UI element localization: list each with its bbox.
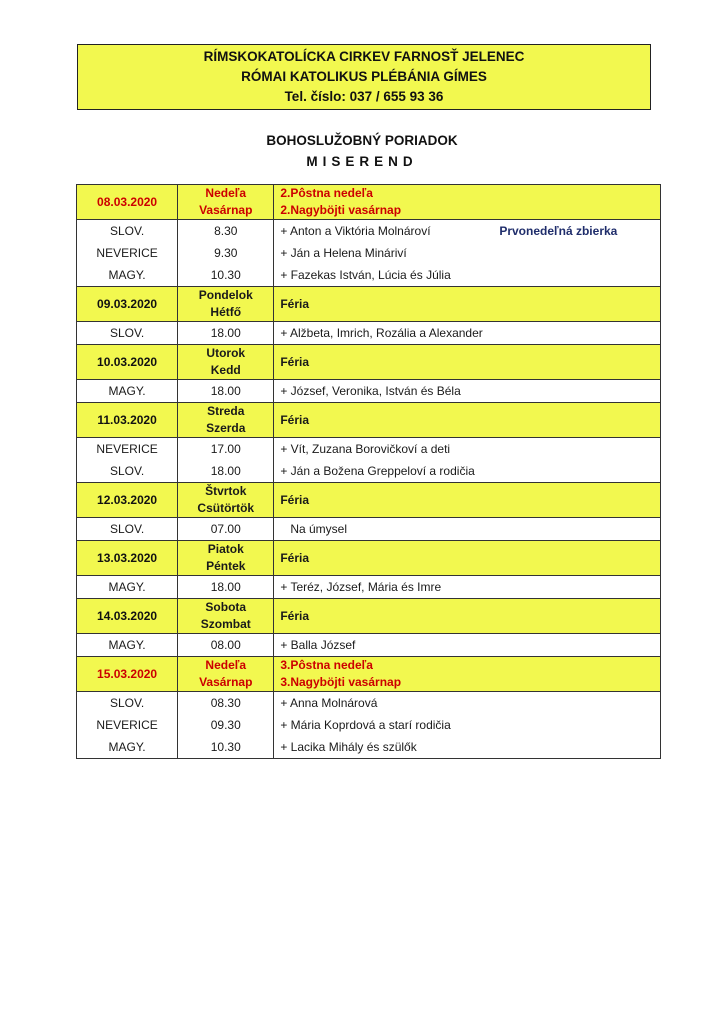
mass-languages [77, 634, 178, 657]
mass-intention-line [280, 634, 660, 656]
day-name-hu: Vasárnap [199, 203, 253, 217]
day-name-sk: Sobota [205, 600, 247, 614]
mass-intentions [274, 438, 661, 483]
day-date: 10.03.2020 [77, 345, 178, 380]
day-header-row [77, 483, 661, 518]
day-name [178, 287, 274, 322]
mass-time: 8.30 [214, 224, 238, 238]
day-name [178, 483, 274, 518]
mass-list-row [77, 380, 661, 403]
day-date: 08.03.2020 [77, 185, 178, 220]
day-date: 09.03.2020 [77, 287, 178, 322]
mass-intention-line [280, 576, 660, 598]
mass-intention-line [280, 460, 660, 482]
day-name-sk: Štvrtok [205, 484, 247, 498]
mass-language: SLOV. [109, 224, 145, 238]
mass-list-row [77, 220, 661, 287]
mass-list-row [77, 692, 661, 759]
day-description-hu: 2.Nagyböjti vasárnap [280, 203, 402, 217]
schedule-title-sk: BOHOSLUŽOBNÝ PORIADOK [266, 133, 458, 148]
mass-language: MAGY. [108, 740, 146, 754]
mass-times [178, 634, 274, 657]
mass-intention-line [280, 264, 660, 286]
parish-name-sk: RÍMSKOKATOLÍCKA CIRKEV FARNOSŤ JELENEC [203, 49, 525, 64]
mass-language: MAGY. [108, 580, 146, 594]
day-header-row [77, 599, 661, 634]
day-name [178, 185, 274, 220]
day-date: 12.03.2020 [77, 483, 178, 518]
mass-intention: + Teréz, József, Mária és Imre [280, 580, 442, 594]
mass-languages [77, 576, 178, 599]
mass-intention: + Ján a Helena Mináriví [280, 246, 407, 260]
mass-times [178, 518, 274, 541]
mass-intention-line [280, 736, 660, 758]
mass-list-row [77, 438, 661, 483]
mass-intention-line [280, 438, 660, 460]
day-header-row [77, 541, 661, 576]
mass-language: NEVERICE [96, 718, 158, 732]
day-description [274, 345, 661, 380]
day-name-hu: Hétfő [210, 305, 242, 319]
day-name [178, 403, 274, 438]
mass-list-row [77, 634, 661, 657]
day-name-hu: Csütörtök [197, 501, 255, 515]
day-name-sk: Nedeľa [205, 658, 247, 672]
mass-intentions [274, 380, 661, 403]
mass-intention-line [280, 518, 660, 540]
day-description-sk: 3.Pôstna nedeľa [280, 658, 373, 672]
mass-languages [77, 518, 178, 541]
mass-languages [77, 380, 178, 403]
mass-times [178, 322, 274, 345]
collection-note: Prvonedeľná zbierka [499, 224, 618, 238]
mass-language: MAGY. [108, 268, 146, 282]
mass-time: 9.30 [214, 246, 238, 260]
day-name-hu: Kedd [210, 363, 241, 377]
day-name-hu: Vasárnap [199, 675, 253, 689]
mass-intention-line [280, 242, 660, 264]
mass-list-row [77, 518, 661, 541]
mass-time: 18.00 [210, 384, 241, 398]
day-description [274, 657, 661, 692]
day-description [274, 185, 661, 220]
day-description [274, 287, 661, 322]
day-header-row [77, 403, 661, 438]
day-date: 13.03.2020 [77, 541, 178, 576]
mass-time: 18.00 [210, 326, 241, 340]
mass-time: 10.30 [210, 268, 241, 282]
mass-times [178, 380, 274, 403]
mass-intention-line [280, 692, 660, 714]
day-description-hu: 3.Nagyböjti vasárnap [280, 675, 402, 689]
day-name-sk: Nedeľa [205, 186, 247, 200]
day-date: 15.03.2020 [77, 657, 178, 692]
mass-intention: + Anna Molnárová [280, 696, 378, 710]
day-header-row [77, 345, 661, 380]
mass-language: NEVERICE [96, 246, 158, 260]
day-name-sk: Piatok [207, 542, 244, 556]
mass-intention: + Anton a Viktória Molnároví [280, 224, 431, 238]
mass-times [178, 576, 274, 599]
mass-language: MAGY. [108, 384, 146, 398]
day-name [178, 657, 274, 692]
mass-intentions [274, 692, 661, 759]
mass-times [178, 692, 274, 759]
schedule-title-hu: MISEREND [306, 154, 418, 169]
day-description-sk: 2.Pôstna nedeľa [280, 186, 373, 200]
day-date: 14.03.2020 [77, 599, 178, 634]
mass-time: 08.30 [210, 696, 241, 710]
day-name-hu: Szerda [206, 421, 246, 435]
mass-language: SLOV. [109, 326, 145, 340]
parish-header [77, 44, 651, 110]
mass-intention-line [280, 220, 660, 242]
mass-times [178, 438, 274, 483]
mass-list-row [77, 576, 661, 599]
day-header-row [77, 287, 661, 322]
day-name-hu: Péntek [206, 559, 246, 573]
mass-time: 10.30 [210, 740, 241, 754]
mass-intention: + Alžbeta, Imrich, Rozália a Alexander [280, 326, 483, 340]
mass-language: SLOV. [109, 522, 145, 536]
day-date: 11.03.2020 [77, 403, 178, 438]
mass-intentions [274, 634, 661, 657]
mass-intentions [274, 576, 661, 599]
mass-languages [77, 220, 178, 287]
mass-intention: + Fazekas István, Lúcia és Júlia [280, 268, 451, 282]
day-description-sk: Féria [280, 354, 310, 369]
mass-languages [77, 692, 178, 759]
mass-intention: + Balla József [280, 638, 356, 652]
day-description-sk: Féria [280, 608, 310, 623]
day-description-sk: Féria [280, 492, 310, 507]
mass-languages [77, 322, 178, 345]
mass-intentions [274, 322, 661, 345]
day-description-sk: Féria [280, 412, 310, 427]
day-description [274, 483, 661, 518]
day-description-sk: Féria [280, 296, 310, 311]
mass-intentions [274, 220, 661, 287]
mass-intentions [274, 518, 661, 541]
day-name-sk: Streda [207, 404, 245, 418]
mass-time: 18.00 [210, 464, 241, 478]
mass-intention: + Lacika Mihály és szülők [280, 740, 417, 754]
mass-language: MAGY. [108, 638, 146, 652]
mass-list-row [77, 322, 661, 345]
mass-intention: + Ján a Božena Greppeloví a rodičia [280, 464, 475, 478]
day-description-sk: Féria [280, 550, 310, 565]
mass-language: SLOV. [109, 464, 145, 478]
day-name-sk: Utorok [206, 346, 246, 360]
day-name [178, 541, 274, 576]
day-name-hu: Szombat [200, 617, 251, 631]
mass-time: 07.00 [210, 522, 241, 536]
day-description [274, 541, 661, 576]
day-name-sk: Pondelok [198, 288, 253, 302]
day-description [274, 403, 661, 438]
mass-time: 17.00 [210, 442, 241, 456]
day-header-row [77, 657, 661, 692]
mass-time: 18.00 [210, 580, 241, 594]
mass-language: NEVERICE [96, 442, 158, 456]
mass-intention-line [280, 714, 660, 736]
mass-intention: Na úmysel [290, 522, 348, 536]
mass-intention: + Vít, Zuzana Borovičkoví a deti [280, 442, 451, 456]
mass-intention: + Mária Koprdová a starí rodičia [280, 718, 451, 732]
mass-intention: + József, Veronika, István és Béla [280, 384, 461, 398]
mass-time: 08.00 [210, 638, 241, 652]
day-name [178, 599, 274, 634]
mass-intention-line [280, 322, 660, 344]
mass-languages [77, 438, 178, 483]
day-header-row [77, 185, 661, 220]
parish-name-hu: RÓMAI KATOLIKUS PLÉBÁNIA GÍMES [241, 69, 487, 84]
mass-schedule-table [76, 184, 661, 759]
mass-language: SLOV. [109, 696, 145, 710]
day-name [178, 345, 274, 380]
day-description [274, 599, 661, 634]
mass-times [178, 220, 274, 287]
parish-phone: Tel. číslo: 037 / 655 93 36 [284, 89, 444, 104]
mass-time: 09.30 [210, 718, 241, 732]
mass-intention-line [280, 380, 660, 402]
